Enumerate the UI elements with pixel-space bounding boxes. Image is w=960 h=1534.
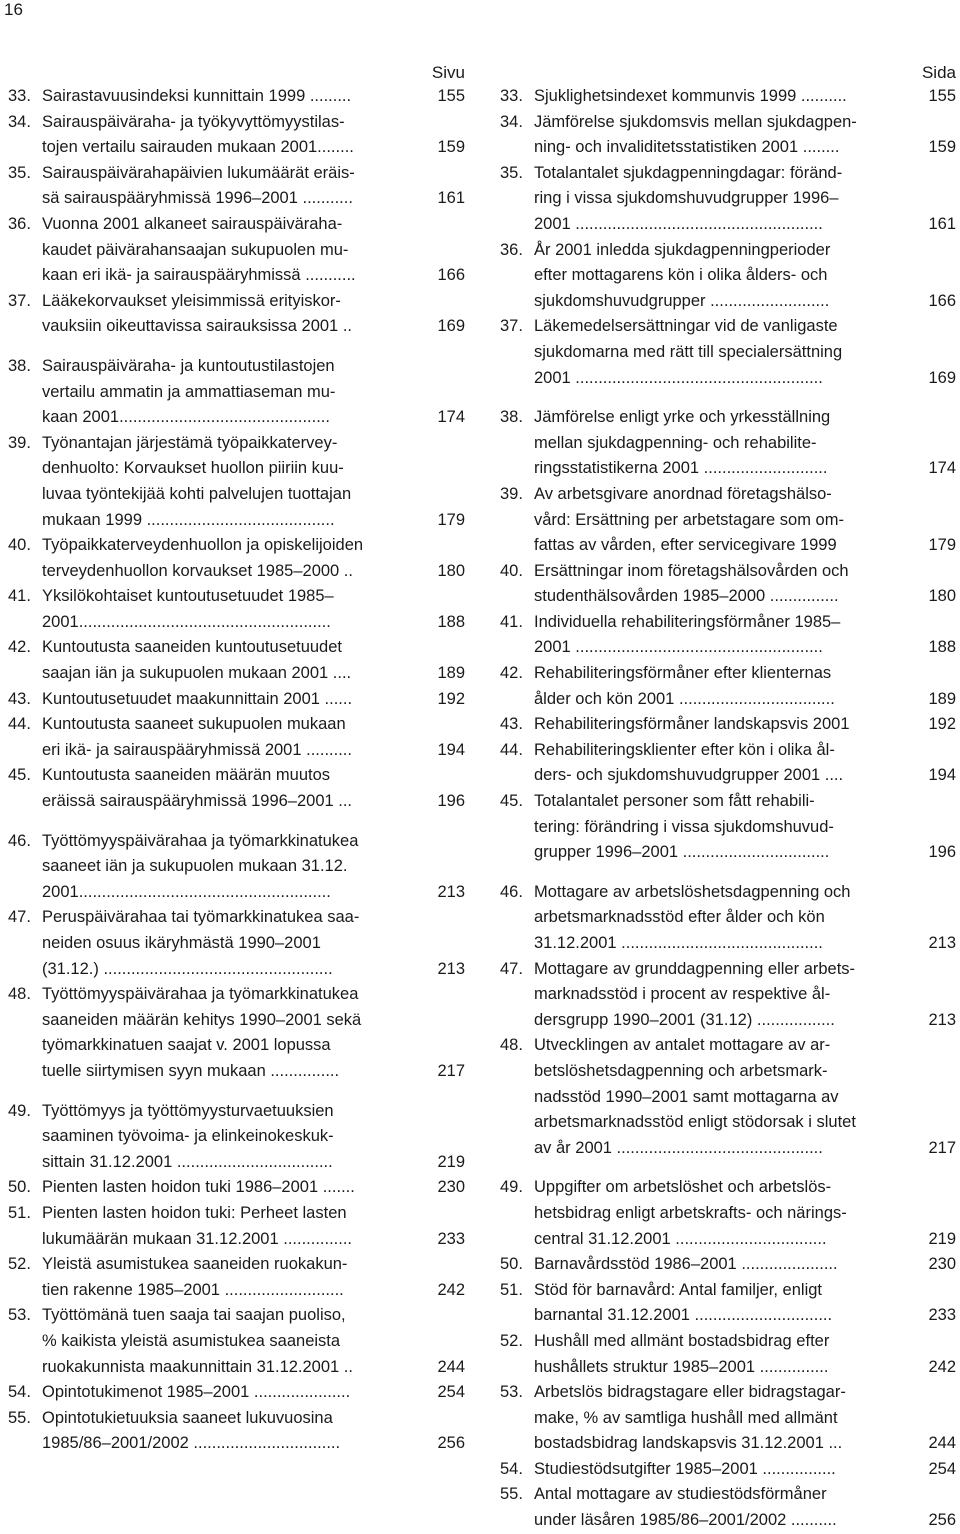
toc-entry xyxy=(8,1406,465,1457)
toc-entry-number: 37. xyxy=(8,291,31,310)
toc-entry-number: 34. xyxy=(500,112,523,131)
toc-entry-page: 174 xyxy=(928,459,956,478)
toc-entry-title: Työnantajan järjestämä työpaikkatervey- denhuolto: Korvaukset huollon piiriin kuu- luvaa työntekijää kohti palvelujen tuottajan mukaan 1999 ......................................... xyxy=(42,433,352,529)
toc-entry-number: 45. xyxy=(8,766,31,785)
toc-entry-title: Mottagare av grunddagpenning eller arbets- marknadsstöd i procent av respektive ål- dersgrupp 1990–2001 (31.12) ................. xyxy=(534,959,856,1029)
toc-entry-page: 169 xyxy=(437,317,465,336)
toc-entry-title: Lääkekorvaukset yleisimmissä erityiskor- vauksiin oikeuttavissa sairauksissa 2001 .. xyxy=(42,291,352,336)
toc-entry-number: 47. xyxy=(500,959,523,978)
toc-entry-number: 41. xyxy=(500,612,523,631)
toc-entry xyxy=(500,957,956,1034)
toc-entry-number: 40. xyxy=(8,536,31,555)
toc-entry-title: Kuntoutusta saaneet sukupuolen mukaan eri ikä- ja sairauspääryhmissä 2001 .......... xyxy=(42,715,352,759)
toc-entry-number: 41. xyxy=(8,587,31,606)
toc-entry-title: Sairauspäiväraha- ja kuntoutustilastojen vertailu ammatin ja ammattiaseman mu- kaan 2001.............................................. xyxy=(42,356,336,427)
toc-entry-page: 254 xyxy=(437,1383,465,1402)
toc-entry-title: Arbetslös bidragstagare eller bidragstagar- make, % av samtliga hushåll med allmänt bostadsbidrag landskapsvis 31.12.2001 ... xyxy=(534,1383,846,1453)
toc-entry-number: 40. xyxy=(500,561,523,580)
toc-entry xyxy=(8,687,465,713)
toc-entry xyxy=(8,763,465,814)
toc-entry-number: 46. xyxy=(500,882,523,901)
toc-entry xyxy=(500,405,956,482)
toc-entry xyxy=(8,110,465,161)
toc-entry-number: 52. xyxy=(8,1255,31,1274)
toc-entry xyxy=(500,1482,956,1533)
toc-entry-title: Työttömyyspäivärahaa ja työmarkkinatukea saaneet iän ja sukupuolen mukaan 31.12. 2001....................................................... xyxy=(42,831,359,901)
toc-entry-number: 54. xyxy=(500,1459,523,1478)
finnish-toc-list xyxy=(8,84,465,1457)
toc-entry xyxy=(8,161,465,212)
toc-entry-page: 233 xyxy=(928,1306,956,1325)
toc-entry-page: 155 xyxy=(928,87,956,105)
toc-entry xyxy=(500,1252,956,1278)
toc-entry xyxy=(500,880,956,957)
toc-entry-page: 179 xyxy=(928,536,956,555)
toc-entry-number: 36. xyxy=(8,214,31,233)
swedish-toc-list xyxy=(500,84,956,1534)
toc-entry-number: 38. xyxy=(8,356,31,375)
toc-entry xyxy=(500,1380,956,1457)
toc-entry-number: 34. xyxy=(8,112,31,131)
toc-entry-title: Jämförelse enligt yrke och yrkesställning mellan sjukdagpenning- och rehabilite- ringsstatistikerna 2001 ........................... xyxy=(534,408,831,478)
toc-entry xyxy=(8,1099,465,1176)
toc-entry-page: 242 xyxy=(928,1357,956,1376)
toc-entry-number: 35. xyxy=(8,163,31,182)
toc-entry-number: 46. xyxy=(8,831,31,850)
toc-entry-page: 180 xyxy=(928,587,956,606)
toc-entry-page: 230 xyxy=(928,1255,956,1274)
toc-entry-number: 51. xyxy=(500,1280,523,1299)
toc-entry xyxy=(8,431,465,533)
toc-entry-title: Opintotukimenot 1985–2001 ..................... xyxy=(42,1383,351,1402)
toc-entry xyxy=(500,712,956,738)
toc-entry xyxy=(8,1175,465,1201)
toc-entry xyxy=(8,1380,465,1406)
toc-entry-page: 194 xyxy=(928,766,956,785)
toc-entry-title: Työttömänä tuen saaja tai saajan puoliso, % kaikista yleistä asumistukea saaneista ruokakunnista maakunnittain 31.12.2001 .. xyxy=(42,1306,353,1376)
toc-entry-page: 196 xyxy=(437,792,465,811)
toc-entry-page: 217 xyxy=(437,1061,465,1080)
toc-entry xyxy=(8,289,465,340)
toc-entry xyxy=(500,1175,956,1252)
toc-entry xyxy=(500,738,956,789)
toc-entry-number: 39. xyxy=(8,433,31,452)
toc-entry-title: Läkemedelsersättningar vid de vanligaste sjukdomarna med rätt till specialersättning 2001 ...................................................... xyxy=(534,317,843,387)
toc-entry-page: 189 xyxy=(928,689,956,708)
toc-entry-page: 180 xyxy=(437,561,465,580)
toc-entry-title: Sjuklighetsindexet kommunvis 1999 .......... xyxy=(534,87,847,105)
toc-entry-number: 52. xyxy=(500,1331,523,1350)
toc-entry-page: 196 xyxy=(928,843,956,862)
toc-entry-number: 33. xyxy=(8,87,31,105)
toc-entry-page: 219 xyxy=(928,1229,956,1248)
toc-entry-number: 55. xyxy=(500,1485,523,1504)
toc-entry-number: 47. xyxy=(8,908,31,927)
toc-entry xyxy=(8,584,465,635)
toc-entry-page: 213 xyxy=(437,882,465,901)
toc-entry xyxy=(500,610,956,661)
column-header-sida: Sida xyxy=(921,63,956,82)
toc-entry xyxy=(500,161,956,238)
toc-entry-title: Stöd för barnavård: Antal familjer, enligt barnantal 31.12.2001 .............................. xyxy=(534,1280,833,1325)
toc-entry-title: Työpaikkaterveydenhuollon ja opiskelijoiden terveydenhuollon korvaukset 1985–2000 .. xyxy=(42,536,364,580)
toc-entry-title: Kuntoutusta saaneiden määrän muutos eräissä sairauspääryhmissä 1996–2001 ... xyxy=(42,766,353,811)
toc-entry-title: Vuonna 2001 alkaneet sairauspäiväraha- kaudet päivärahansaajan sukupuolen mu- kaan eri ikä- ja sairauspääryhmissä ........... xyxy=(42,214,356,285)
toc-entry-page: 244 xyxy=(437,1357,465,1376)
toc-entry-number: 35. xyxy=(500,163,523,182)
toc-entry-page: 213 xyxy=(928,934,956,952)
toc-entry-title: Totalantalet personer som fått rehabili- tering: förändring i vissa sjukdomshuvud- grupper 1996–2001 ................................ xyxy=(534,792,834,862)
toc-entry-title: Hushåll med allmänt bostadsbidrag efter hushållets struktur 1985–2001 ............... xyxy=(534,1331,830,1376)
toc-entry-page: 155 xyxy=(437,87,465,105)
toc-entry-title: Mottagare av arbetslöshetsdagpenning och arbetsmarknadsstöd efter ålder och kön 31.12.2001 ............................................ xyxy=(534,882,851,952)
toc-entry-page: 192 xyxy=(928,715,956,734)
toc-entry-page: 213 xyxy=(437,959,465,978)
toc-entry-title: Uppgifter om arbetslöshet och arbetslös- hetsbidrag enligt arbetskrafts- och närings- central 31.12.2001 ................................. xyxy=(534,1178,847,1248)
toc-entry-page: 219 xyxy=(437,1152,465,1171)
toc-entry-title: Rehabiliteringsförmåner landskapsvis 2001 xyxy=(534,715,850,734)
toc-entry-title: Barnavårdsstöd 1986–2001 ..................... xyxy=(534,1255,838,1274)
toc-entry xyxy=(500,314,956,391)
toc-entry-number: 39. xyxy=(500,484,523,503)
toc-entry-page: 161 xyxy=(437,189,465,208)
toc-entry xyxy=(500,1457,956,1483)
toc-entry-title: Yleistä asumistukea saaneiden ruokakun- tien rakenne 1985–2001 .......................... xyxy=(42,1255,348,1299)
toc-entry xyxy=(8,212,465,289)
toc-entry-title: Sairauspäiväraha- ja työkyvyttömyystilas- tojen vertailu sairauden mukaan 2001........ xyxy=(42,112,354,157)
toc-entry-title: Sairauspäivärahapäivien lukumäärät eräis- sä sairauspääryhmissä 1996–2001 ........... xyxy=(42,163,355,208)
toc-entry xyxy=(8,712,465,763)
toc-entry-number: 45. xyxy=(500,792,523,811)
toc-entry-title: Kuntoutusetuudet maakunnittain 2001 ...... xyxy=(42,689,353,708)
toc-entry-number: 33. xyxy=(500,87,523,105)
toc-entry xyxy=(8,354,465,431)
toc-entry-title: Pienten lasten hoidon tuki: Perheet lasten lukumäärän mukaan 31.12.2001 ............... xyxy=(42,1203,353,1248)
toc-entry-page: 192 xyxy=(437,689,465,708)
toc-entry-number: 49. xyxy=(500,1178,523,1197)
toc-entry-page: 159 xyxy=(437,138,465,157)
toc-entry-number: 43. xyxy=(500,715,523,734)
toc-entry xyxy=(500,1329,956,1380)
toc-entry-title: Studiestödsutgifter 1985–2001 ................ xyxy=(534,1459,836,1478)
toc-entry xyxy=(500,84,956,110)
toc-entry-title: Ersättningar inom företagshälsovården och studenthälsovården 1985–2000 ............... xyxy=(534,561,849,606)
toc-entry-number: 50. xyxy=(8,1178,31,1197)
toc-entry-number: 48. xyxy=(500,1036,523,1055)
toc-entry xyxy=(8,829,465,906)
toc-entry-title: Työttömyyspäivärahaa ja työmarkkinatukea saaneiden määrän kehitys 1990–2001 sekä työmarkkinatuen saajat v. 2001 lopussa tuelle siirtymisen syyn mukaan ............... xyxy=(42,985,362,1080)
toc-entry-page: 166 xyxy=(437,266,465,285)
toc-entry-title: Työttömyys ja työttömyysturvaetuuksien saaminen työvoima- ja elinkeinokeskuk- sittain 31.12.2001 .................................. xyxy=(42,1101,334,1171)
toc-entry xyxy=(500,482,956,559)
toc-entry-title: Yksilökohtaiset kuntoutusetuudet 1985– 2001....................................................... xyxy=(42,587,334,631)
toc-entry-page: 256 xyxy=(928,1511,956,1530)
page-number: 16 xyxy=(4,0,23,19)
toc-entry-title: Opintotukietuuksia saaneet lukuvuosina 1985/86–2001/2002 ................................ xyxy=(42,1408,341,1453)
toc-entry-number: 50. xyxy=(500,1255,523,1274)
toc-entry xyxy=(500,789,956,866)
toc-entry-title: Utvecklingen av antalet mottagare av ar- betslöshetsdagpenning och arbetsmark- nadsstöd 1990–2001 samt mottagarna av arbetsmarknadsstöd enligt stödorsak i slutet av år 2001 ............................................. xyxy=(534,1036,856,1157)
toc-entry-number: 55. xyxy=(8,1408,31,1427)
toc-entry-number: 42. xyxy=(8,638,31,657)
toc-entry-page: 256 xyxy=(437,1434,465,1453)
toc-entry-title: Jämförelse sjukdomsvis mellan sjukdagpen- ning- och invaliditetsstatistiken 2001 ........ xyxy=(534,112,857,157)
toc-entry-number: 37. xyxy=(500,317,523,336)
toc-entry-number: 43. xyxy=(8,689,31,708)
toc-entry-number: 53. xyxy=(8,1306,31,1325)
toc-entry xyxy=(500,238,956,315)
toc-entry-number: 51. xyxy=(8,1203,31,1222)
toc-entry xyxy=(8,635,465,686)
toc-entry-page: 233 xyxy=(437,1229,465,1248)
toc-entry xyxy=(8,84,465,110)
toc-entry-page: 188 xyxy=(437,612,465,631)
toc-entry-page: 161 xyxy=(928,214,956,233)
swedish-toc-column xyxy=(500,62,956,1534)
toc-entry-page: 188 xyxy=(928,638,956,657)
toc-entry xyxy=(8,1303,465,1380)
toc-entry-title: Av arbetsgivare anordnad företagshälso- vård: Ersättning per arbetstagare som om- fattas av vården, efter servicegivare 1999 xyxy=(534,484,844,555)
toc-entry xyxy=(8,1252,465,1303)
toc-entry-number: 53. xyxy=(500,1383,523,1402)
toc-entry-number: 38. xyxy=(500,408,523,427)
toc-entry xyxy=(500,1033,956,1161)
toc-entry-title: Rehabiliteringsklienter efter kön i olika ål- ders- och sjukdomshuvudgrupper 2001 .... xyxy=(534,740,844,785)
toc-entry xyxy=(8,982,465,1084)
toc-entry-title: Rehabiliteringsförmåner efter klienternas ålder och kön 2001 .................................. xyxy=(534,664,835,708)
toc-entry-number: 42. xyxy=(500,664,523,683)
toc-entry xyxy=(500,559,956,610)
toc-entry-page: 242 xyxy=(437,1280,465,1299)
toc-entry-number: 54. xyxy=(8,1383,31,1402)
toc-entry-page: 217 xyxy=(928,1138,956,1157)
toc-entry xyxy=(8,1201,465,1252)
toc-entry-number: 48. xyxy=(8,985,31,1004)
toc-entry xyxy=(500,1278,956,1329)
toc-entry-title: Totalantalet sjukdagpenningdagar: föränd- ring i vissa sjukdomshuvudgrupper 1996– 2001 ...................................................... xyxy=(534,163,843,233)
toc-entry-page: 244 xyxy=(928,1434,956,1453)
toc-entry-page: 166 xyxy=(928,291,956,310)
toc-entry-number: 49. xyxy=(8,1101,31,1120)
toc-entry-title: Individuella rehabiliteringsförmåner 1985– 2001 ...................................................... xyxy=(534,612,841,657)
toc-entry-title: Peruspäivärahaa tai työmarkkinatukea saa- neiden osuus ikäryhmästä 1990–2001 (31.12.) .................................................. xyxy=(42,908,360,978)
toc-entry-page: 189 xyxy=(437,664,465,683)
toc-entry-page: 169 xyxy=(928,368,956,387)
toc-entry-page: 194 xyxy=(437,740,465,759)
toc-entry-title: År 2001 inledda sjukdagpenningperioder efter mottagarens kön i olika ålders- och sjukdomshuvudgrupper .......................... xyxy=(534,240,831,310)
toc-entry-page: 254 xyxy=(928,1459,956,1478)
toc-entry xyxy=(8,533,465,584)
toc-entry-title: Sairastavuusindeksi kunnittain 1999 ......... xyxy=(42,87,352,105)
toc-entry-number: 44. xyxy=(500,740,523,759)
toc-entry-page: 159 xyxy=(928,138,956,157)
toc-entry-page: 213 xyxy=(928,1010,956,1029)
toc-entry-title: Antal mottagare av studiestödsförmåner under läsåren 1985/86–2001/2002 .......... xyxy=(534,1485,837,1530)
toc-entry-number: 36. xyxy=(500,240,523,259)
toc-entry-title: Kuntoutusta saaneiden kuntoutusetuudet saajan iän ja sukupuolen mukaan 2001 .... xyxy=(42,638,352,683)
toc-entry-page: 179 xyxy=(437,510,465,529)
toc-entry-page: 174 xyxy=(437,408,465,427)
toc-entry-title: Pienten lasten hoidon tuki 1986–2001 ....... xyxy=(42,1178,355,1197)
toc-entry xyxy=(500,110,956,161)
toc-entry xyxy=(8,905,465,982)
finnish-toc-column xyxy=(8,62,465,1457)
toc-entry-page: 230 xyxy=(437,1178,465,1197)
toc-entry-number: 44. xyxy=(8,715,31,734)
toc-entry xyxy=(500,661,956,712)
column-header-sivu: Sivu xyxy=(431,63,465,82)
